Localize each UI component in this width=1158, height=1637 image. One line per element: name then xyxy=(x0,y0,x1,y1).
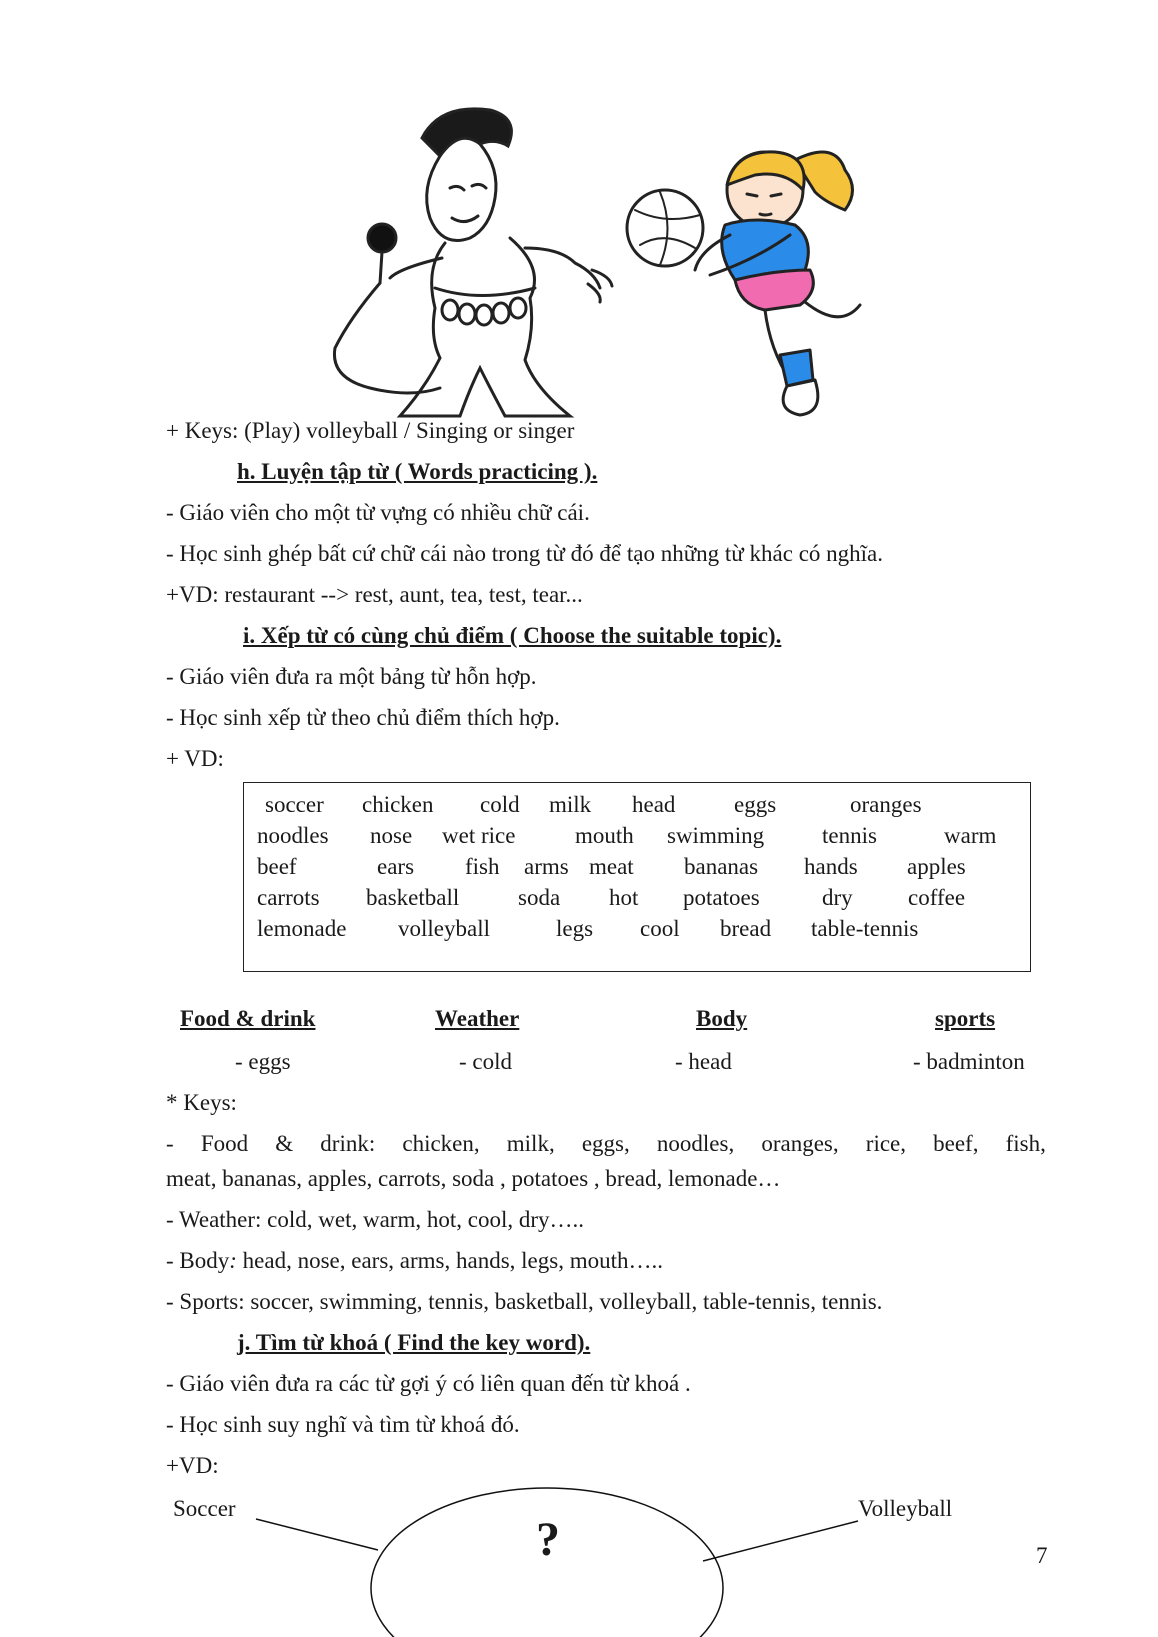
word-box-word: milk xyxy=(549,792,592,817)
word-box-word: cold xyxy=(480,792,520,817)
word-box-word: table-tennis xyxy=(811,916,919,941)
word-box-word: soccer xyxy=(265,792,324,817)
word-box-word: swimming xyxy=(667,823,765,848)
keys-title: * Keys: xyxy=(166,1090,237,1115)
word-box-word: legs xyxy=(556,916,594,941)
column-sports-title: sports xyxy=(935,1006,996,1031)
keys-food-word: fish, xyxy=(1005,1131,1046,1156)
word-box-word: soda xyxy=(518,885,561,910)
section-i-example-label: + VD: xyxy=(166,746,224,771)
column-food-drink-example: - eggs xyxy=(235,1049,291,1074)
section-j-line1: - Giáo viên đưa ra các từ gợi ý có liên quan đến từ khoá . xyxy=(166,1371,691,1396)
keys-food-line2: meat, bananas, apples, carrots, soda , potatoes , bread, lemonade… xyxy=(166,1166,781,1191)
singer-illustration xyxy=(330,98,630,428)
column-sports-example: - badminton xyxy=(913,1049,1025,1074)
singer-icon xyxy=(334,109,612,416)
word-box-word: head xyxy=(632,792,676,817)
word-box-word: tennis xyxy=(822,823,877,848)
section-i-line2: - Học sinh xếp từ theo chủ điểm thích hợp. xyxy=(166,705,560,730)
keys-food-word: beef, xyxy=(933,1131,979,1156)
word-box-word: arms xyxy=(524,854,569,879)
section-i-heading: i. Xếp từ có cùng chủ điểm ( Choose the suitable topic). xyxy=(243,623,782,648)
keys-food-word: drink: xyxy=(320,1131,376,1156)
word-box-word: cool xyxy=(640,916,680,941)
word-box-word: noodles xyxy=(257,823,329,848)
keys-food-word: noodles, xyxy=(656,1131,735,1156)
keys-food-word: eggs, xyxy=(581,1131,630,1156)
column-body-title: Body xyxy=(696,1006,748,1031)
keys-body-colon: : xyxy=(229,1248,237,1273)
keys-body-label: - Body xyxy=(166,1248,230,1273)
word-box-word: oranges xyxy=(850,792,922,817)
keys-body xyxy=(166,1248,663,1274)
word-box-word: warm xyxy=(944,823,997,848)
keys-weather: - Weather: cold, wet, warm, hot, cool, dry….. xyxy=(166,1207,584,1232)
column-body-example: - head xyxy=(675,1049,732,1074)
word-box-word: fish xyxy=(465,854,500,879)
word-box-word: coffee xyxy=(908,885,966,910)
word-box-word: chicken xyxy=(362,792,434,817)
word-box-word: meat xyxy=(589,854,634,879)
connector-line-right xyxy=(703,1521,858,1561)
section-i-line1: - Giáo viên đưa ra một bảng từ hỗn hợp. xyxy=(166,664,537,689)
page-number: 7 xyxy=(1036,1543,1048,1568)
volleyball-illustration xyxy=(615,130,915,430)
keys-food-word: milk, xyxy=(506,1131,555,1156)
keys-body-words: head, nose, ears, arms, hands, legs, mouth….. xyxy=(236,1248,663,1273)
word-box-word: apples xyxy=(907,854,966,879)
column-weather-example: - cold xyxy=(459,1049,513,1074)
column-weather-title: Weather xyxy=(435,1006,520,1031)
word-box-word: lemonade xyxy=(257,916,347,941)
diagram-center-question: ? xyxy=(536,1513,560,1566)
keys-line: + Keys: (Play) volleyball / Singing or singer xyxy=(166,418,575,443)
word-box-word: bread xyxy=(720,916,772,941)
word-box-word: bananas xyxy=(684,854,759,879)
keys-food-word: rice, xyxy=(865,1131,906,1156)
section-j-line2: - Học sinh suy nghĩ và tìm từ khoá đó. xyxy=(166,1412,520,1437)
keys-food-word: oranges, xyxy=(761,1131,839,1156)
section-h-line2: - Học sinh ghép bất cứ chữ cái nào trong từ đó để tạo những từ khác có nghĩa. xyxy=(166,541,883,566)
keys-sports: - Sports: soccer, swimming, tennis, basketball, volleyball, table-tennis, tennis. xyxy=(166,1289,883,1314)
section-h-heading: h. Luyện tập từ ( Words practicing ). xyxy=(237,459,598,484)
section-h-line1: - Giáo viên cho một từ vựng có nhiều chữ cái. xyxy=(166,500,590,525)
keys-food-word: - xyxy=(166,1131,174,1156)
diagram-right-word: Volleyball xyxy=(858,1496,953,1521)
section-j-heading: j. Tìm từ khoá ( Find the key word). xyxy=(237,1330,591,1355)
word-box-word: mouth xyxy=(575,823,634,848)
keys-food-word: & xyxy=(275,1131,294,1156)
connector-line-left xyxy=(256,1519,378,1550)
keys-food-word: Food xyxy=(200,1131,249,1156)
word-box-word: potatoes xyxy=(683,885,760,910)
word-box-word: wet rice xyxy=(442,823,516,848)
word-box-word: dry xyxy=(822,885,853,910)
column-food-drink-title: Food & drink xyxy=(180,1006,316,1031)
word-box-word: hot xyxy=(609,885,639,910)
word-box-word: volleyball xyxy=(398,916,490,941)
word-box-word: hands xyxy=(804,854,858,879)
volleyball-girl-icon xyxy=(627,152,860,415)
word-box-word: eggs xyxy=(734,792,777,817)
word-box-word: carrots xyxy=(257,885,320,910)
section-j-example-label: +VD: xyxy=(166,1453,219,1478)
word-box-word: nose xyxy=(370,823,413,848)
keys-food-word: chicken, xyxy=(402,1131,480,1156)
word-box-word: basketball xyxy=(366,885,460,910)
word-box xyxy=(243,782,1031,972)
keys-food-line1 xyxy=(166,1131,1046,1157)
word-box-word: beef xyxy=(257,854,297,879)
section-h-example: +VD: restaurant --> rest, aunt, tea, test, tear... xyxy=(166,582,583,607)
word-box-word: ears xyxy=(377,854,415,879)
diagram-left-word: Soccer xyxy=(173,1496,236,1521)
